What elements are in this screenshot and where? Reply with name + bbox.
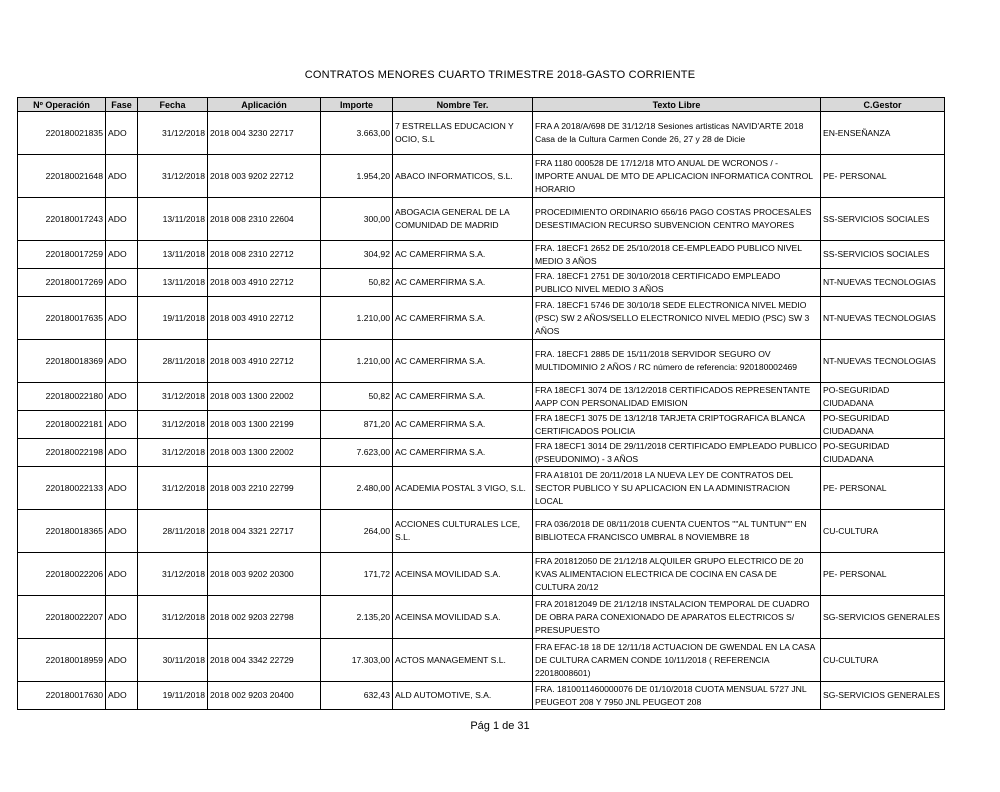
- cell-fase: ADO: [106, 112, 138, 155]
- cell-aplicacion: 2018 008 2310 22604: [208, 198, 321, 241]
- cell-fase: ADO: [106, 411, 138, 439]
- cell-nombre: AC CAMERFIRMA S.A.: [393, 439, 533, 467]
- cell-operacion: 220180017630: [18, 682, 106, 710]
- cell-operacion: 220180021648: [18, 155, 106, 198]
- cell-fecha: 31/12/2018: [138, 112, 208, 155]
- header-aplicacion: Aplicación: [208, 98, 321, 112]
- table-row: [18, 297, 945, 340]
- cell-fase: ADO: [106, 682, 138, 710]
- cell-texto: FRA. 18ECF1 5746 DE 30/10/18 SEDE ELECTRONICA NIVEL MEDIO (PSC) SW 2 AÑOS/SELLO ELECTRONICO NIVEL MEDIO (PSC) SW 3 AÑOS: [533, 297, 821, 340]
- cell-gestor: CU-CULTURA: [821, 639, 945, 682]
- cell-fase: ADO: [106, 553, 138, 596]
- cell-operacion: 220180017269: [18, 269, 106, 297]
- cell-aplicacion: 2018 003 4910 22712: [208, 297, 321, 340]
- cell-operacion: 220180022181: [18, 411, 106, 439]
- cell-aplicacion: 2018 003 1300 22199: [208, 411, 321, 439]
- cell-gestor: PO-SEGURIDAD CIUDADANA: [821, 439, 945, 467]
- cell-gestor: NT-NUEVAS TECNOLOGIAS: [821, 297, 945, 340]
- cell-texto: FRA 18ECF1 3075 DE 13/12/18 TARJETA CRIPTOGRAFICA BLANCA CERTIFICADOS POLICIA: [533, 411, 821, 439]
- header-nombre: Nombre Ter.: [393, 98, 533, 112]
- cell-operacion: 220180022180: [18, 383, 106, 411]
- cell-fecha: 31/12/2018: [138, 155, 208, 198]
- cell-fase: ADO: [106, 155, 138, 198]
- cell-fase: ADO: [106, 269, 138, 297]
- cell-aplicacion: 2018 003 1300 22002: [208, 383, 321, 411]
- cell-texto: FRA. 18ECF1 2885 DE 15/11/2018 SERVIDOR SEGURO OV MULTIDOMINIO 2 AÑOS / RC número de referencia: 920180002469: [533, 340, 821, 383]
- cell-fecha: 31/12/2018: [138, 553, 208, 596]
- cell-gestor: EN-ENSEÑANZA: [821, 112, 945, 155]
- cell-nombre: ACTOS MANAGEMENT S.L.: [393, 639, 533, 682]
- cell-aplicacion: 2018 004 3321 22717: [208, 510, 321, 553]
- cell-nombre: AC CAMERFIRMA S.A.: [393, 340, 533, 383]
- cell-texto: FRA 036/2018 DE 08/11/2018 CUENTA CUENTOS ""AL TUNTUN"" EN BIBLIOTECA FRANCISCO UMBRAL 8 NOVIEMBRE 18: [533, 510, 821, 553]
- cell-operacion: 220180017259: [18, 241, 106, 269]
- cell-fecha: 31/12/2018: [138, 411, 208, 439]
- cell-aplicacion: 2018 003 1300 22002: [208, 439, 321, 467]
- cell-importe: 17.303,00: [321, 639, 393, 682]
- cell-fase: ADO: [106, 510, 138, 553]
- cell-fase: ADO: [106, 297, 138, 340]
- cell-nombre: AC CAMERFIRMA S.A.: [393, 269, 533, 297]
- cell-operacion: 220180022206: [18, 553, 106, 596]
- cell-importe: 1.210,00: [321, 340, 393, 383]
- cell-gestor: PO-SEGURIDAD CIUDADANA: [821, 411, 945, 439]
- cell-nombre: ABACO INFORMATICOS, S.L.: [393, 155, 533, 198]
- cell-aplicacion: 2018 004 3230 22717: [208, 112, 321, 155]
- cell-gestor: PE- PERSONAL: [821, 467, 945, 510]
- header-texto: Texto Libre: [533, 98, 821, 112]
- cell-fecha: 31/12/2018: [138, 383, 208, 411]
- cell-texto: FRA 201812049 DE 21/12/18 INSTALACION TEMPORAL DE CUADRO DE OBRA PARA CONEXIONADO DE APARATOS ELECTRICOS S/ PRESUPUESTO: [533, 596, 821, 639]
- table-header-row: [18, 98, 945, 112]
- table-row: [18, 510, 945, 553]
- cell-gestor: NT-NUEVAS TECNOLOGIAS: [821, 340, 945, 383]
- cell-importe: 2.480,00: [321, 467, 393, 510]
- cell-texto: FRA 1180 000528 DE 17/12/18 MTO ANUAL DE WCRONOS / - IMPORTE ANUAL DE MTO DE APLICACION INFORMATICA CONTROL HORARIO: [533, 155, 821, 198]
- cell-importe: 2.135,20: [321, 596, 393, 639]
- cell-aplicacion: 2018 002 9203 22798: [208, 596, 321, 639]
- cell-texto: FRA 201812050 DE 21/12/18 ALQUILER GRUPO ELECTRICO DE 20 KVAS ALIMENTACION ELECTRICA DE COCINA EN CASA DE CULTURA 20/12: [533, 553, 821, 596]
- cell-nombre: ABOGACIA GENERAL DE LA COMUNIDAD DE MADRID: [393, 198, 533, 241]
- header-gestor: C.Gestor: [821, 98, 945, 112]
- cell-fase: ADO: [106, 198, 138, 241]
- cell-aplicacion: 2018 003 4910 22712: [208, 269, 321, 297]
- cell-aplicacion: 2018 003 9202 20300: [208, 553, 321, 596]
- cell-gestor: SG-SERVICIOS GENERALES: [821, 682, 945, 710]
- cell-texto: PROCEDIMIENTO ORDINARIO 656/16 PAGO COSTAS PROCESALES DESESTIMACION RECURSO SUBVENCION CENTRO MAYORES: [533, 198, 821, 241]
- cell-fase: ADO: [106, 639, 138, 682]
- cell-nombre: ACEINSA MOVILIDAD S.A.: [393, 596, 533, 639]
- cell-gestor: PO-SEGURIDAD CIUDADANA: [821, 383, 945, 411]
- cell-importe: 7.623,00: [321, 439, 393, 467]
- cell-importe: 264,00: [321, 510, 393, 553]
- cell-operacion: 220180017243: [18, 198, 106, 241]
- cell-operacion: 220180022207: [18, 596, 106, 639]
- page-number: Pág 1 de 31: [470, 720, 530, 732]
- cell-fecha: 28/11/2018: [138, 510, 208, 553]
- cell-fase: ADO: [106, 467, 138, 510]
- cell-texto: FRA EFAC-18 18 DE 12/11/18 ACTUACION DE GWENDAL EN LA CASA DE CULTURA CARMEN CONDE 10/11/2018 ( REFERENCIA 22018008601): [533, 639, 821, 682]
- cell-nombre: AC CAMERFIRMA S.A.: [393, 297, 533, 340]
- cell-fase: ADO: [106, 241, 138, 269]
- table-row: [18, 112, 945, 155]
- cell-operacion: 220180022198: [18, 439, 106, 467]
- table-row: [18, 340, 945, 383]
- cell-texto: FRA A 2018/A/698 DE 31/12/18 Sesiones artisticas NAVID'ARTE 2018 Casa de la Cultura Carmen Conde 26, 27 y 28 de Dicie: [533, 112, 821, 155]
- cell-texto: FRA 18ECF1 3074 DE 13/12/2018 CERTIFICADOS REPRESENTANTE AAPP CON PERSONALIDAD EMISION: [533, 383, 821, 411]
- cell-operacion: 220180018369: [18, 340, 106, 383]
- cell-fecha: 31/12/2018: [138, 596, 208, 639]
- cell-texto: FRA. 1810011460000076 DE 01/10/2018 CUOTA MENSUAL 5727 JNL PEUGEOT 208 Y 7950 JNL PEUGEOT 208: [533, 682, 821, 710]
- cell-fecha: 13/11/2018: [138, 269, 208, 297]
- header-fecha: Fecha: [138, 98, 208, 112]
- cell-operacion: 220180022133: [18, 467, 106, 510]
- cell-nombre: ALD AUTOMOTIVE, S.A.: [393, 682, 533, 710]
- cell-importe: 1.210,00: [321, 297, 393, 340]
- cell-fase: ADO: [106, 439, 138, 467]
- cell-texto: FRA. 18ECF1 2652 DE 25/10/2018 CE-EMPLEADO PUBLICO NIVEL MEDIO 3 AÑOS: [533, 241, 821, 269]
- cell-nombre: AC CAMERFIRMA S.A.: [393, 383, 533, 411]
- table-row: [18, 639, 945, 682]
- cell-gestor: PE- PERSONAL: [821, 553, 945, 596]
- table-row: [18, 411, 945, 439]
- page-title: CONTRATOS MENORES CUARTO TRIMESTRE 2018-GASTO CORRIENTE: [304, 69, 696, 81]
- cell-nombre: AC CAMERFIRMA S.A.: [393, 241, 533, 269]
- table-row: [18, 596, 945, 639]
- cell-fecha: 30/11/2018: [138, 639, 208, 682]
- cell-fecha: 19/11/2018: [138, 682, 208, 710]
- table-row: [18, 467, 945, 510]
- cell-nombre: ACEINSA MOVILIDAD S.A.: [393, 553, 533, 596]
- cell-aplicacion: 2018 008 2310 22712: [208, 241, 321, 269]
- cell-aplicacion: 2018 003 2210 22799: [208, 467, 321, 510]
- cell-gestor: SS-SERVICIOS SOCIALES: [821, 241, 945, 269]
- cell-importe: 3.663,00: [321, 112, 393, 155]
- cell-aplicacion: 2018 002 9203 20400: [208, 682, 321, 710]
- table-row: [18, 682, 945, 710]
- table-row: [18, 439, 945, 467]
- cell-gestor: SS-SERVICIOS SOCIALES: [821, 198, 945, 241]
- table-row: [18, 198, 945, 241]
- cell-fecha: 28/11/2018: [138, 340, 208, 383]
- cell-gestor: CU-CULTURA: [821, 510, 945, 553]
- header-fase: Fase: [106, 98, 138, 112]
- cell-importe: 632,43: [321, 682, 393, 710]
- cell-operacion: 220180018365: [18, 510, 106, 553]
- table-row: [18, 269, 945, 297]
- cell-fase: ADO: [106, 383, 138, 411]
- cell-gestor: PE- PERSONAL: [821, 155, 945, 198]
- cell-importe: 1.954,20: [321, 155, 393, 198]
- header-importe: Importe: [321, 98, 393, 112]
- cell-nombre: 7 ESTRELLAS EDUCACION Y OCIO, S.L: [393, 112, 533, 155]
- cell-fecha: 13/11/2018: [138, 241, 208, 269]
- cell-importe: 300,00: [321, 198, 393, 241]
- cell-importe: 171,72: [321, 553, 393, 596]
- cell-fase: ADO: [106, 596, 138, 639]
- cell-operacion: 220180018959: [18, 639, 106, 682]
- cell-importe: 304,92: [321, 241, 393, 269]
- cell-texto: FRA A18101 DE 20/11/2018 LA NUEVA LEY DE CONTRATOS DEL SECTOR PUBLICO Y SU APLICACION EN LA ADMINISTRACION LOCAL: [533, 467, 821, 510]
- cell-gestor: NT-NUEVAS TECNOLOGIAS: [821, 269, 945, 297]
- cell-aplicacion: 2018 003 4910 22712: [208, 340, 321, 383]
- cell-fecha: 31/12/2018: [138, 467, 208, 510]
- cell-importe: 50,82: [321, 383, 393, 411]
- cell-aplicacion: 2018 004 3342 22729: [208, 639, 321, 682]
- cell-importe: 871,20: [321, 411, 393, 439]
- table-row: [18, 241, 945, 269]
- cell-texto: FRA. 18ECF1 2751 DE 30/10/2018 CERTIFICADO EMPLEADO PUBLICO NIVEL MEDIO 3 AÑOS: [533, 269, 821, 297]
- cell-nombre: ACCIONES CULTURALES LCE, S.L.: [393, 510, 533, 553]
- table-row: [18, 383, 945, 411]
- cell-fecha: 13/11/2018: [138, 198, 208, 241]
- cell-importe: 50,82: [321, 269, 393, 297]
- cell-gestor: SG-SERVICIOS GENERALES: [821, 596, 945, 639]
- cell-nombre: AC CAMERFIRMA S.A.: [393, 411, 533, 439]
- cell-nombre: ACADEMIA POSTAL 3 VIGO, S.L.: [393, 467, 533, 510]
- cell-aplicacion: 2018 003 9202 22712: [208, 155, 321, 198]
- cell-fecha: 31/12/2018: [138, 439, 208, 467]
- cell-fecha: 19/11/2018: [138, 297, 208, 340]
- cell-operacion: 220180017635: [18, 297, 106, 340]
- contracts-table: [17, 97, 945, 710]
- header-operacion: Nº Operación: [18, 98, 106, 112]
- table-row: [18, 155, 945, 198]
- cell-operacion: 220180021835: [18, 112, 106, 155]
- cell-texto: FRA 18ECF1 3014 DE 29/11/2018 CERTIFICADO EMPLEADO PUBLICO (PSEUDONIMO) - 3 AÑOS: [533, 439, 821, 467]
- cell-fase: ADO: [106, 340, 138, 383]
- table-row: [18, 553, 945, 596]
